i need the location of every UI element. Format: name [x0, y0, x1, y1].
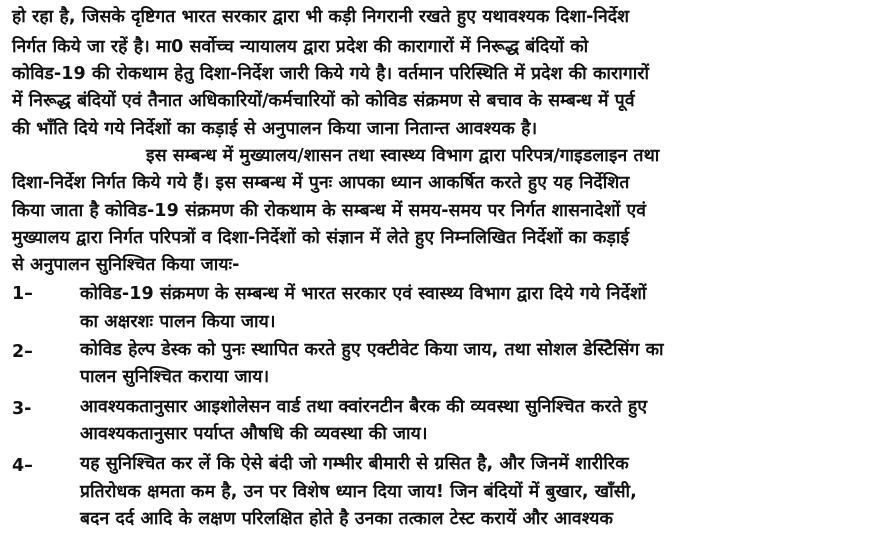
item-3-line-1: आवश्यकतानुसार आइशोलेसन वार्ड तथा क्वांरनटीन बैरक की व्यवस्था सुनिश्चित करते हुए: [80, 397, 648, 417]
para1-line-1: हो रहा है, जिसके दृष्टिगत भारत सरकार द्वारा भी कड़ी निगरानी रखते हुए यथावश्यक दिशा-निर्देश: [12, 7, 630, 27]
para2-line-3: किया जाता है कोविड-19 संक्रमण की रोकथाम के सम्बन्ध में समय-समय पर निर्गत शासनादेशों एवं: [12, 201, 647, 221]
para2-line-4: मुख्यालय द्वारा निर्गत परिपत्रों व दिशा-निर्देशों को संज्ञान में लेते हुए निम्नलिखित निर्देशों का कड़ाई: [12, 228, 630, 248]
para2-line-1: इस सम्बन्ध में मुख्यालय/शासन तथा स्वास्थ्य विभाग द्वारा परिपत्र/गाइडलाइन तथा: [146, 146, 660, 166]
item-1-line-2: का अक्षरशः पालन किया जाय।: [80, 312, 276, 332]
para1-line-2: निर्गत किये जा रहें है। मा0 सर्वोच्च न्यायालय द्वारा प्रदेश की कारागारों में निरूद्ध बंदियों को: [12, 37, 589, 57]
para1-line-4: में निरूद्ध बंदियों एवं तैनात अधिकारियों/कर्मचारियों को कोविड संक्रमण से बचाव के सम्बन्ध में पूर्व: [12, 91, 635, 111]
item-4-number: 4–: [12, 456, 33, 476]
para1-line-5: की भाँति दिये गये निर्देशों का कड़ाई से अनुपालन किया जाना नितान्त आवश्यक है।: [12, 119, 538, 139]
para2-line-2: दिशा-निर्देश निर्गत किये गये हैं। इस सम्बन्ध में पुनः आपका ध्यान आकर्षित करते हुए यह निर्देशित: [12, 173, 630, 193]
item-2-line-1: कोविड हेल्प डेस्क को पुनः स्थापित करते हुए एक्टीवेट किया जाय, तथा सोशल डेस्टिेसिंग का: [80, 340, 664, 360]
item-2-number: 2–: [12, 342, 33, 362]
item-4-line-1: यह सुनिश्चित कर लें कि ऐसे बंदी जो गम्भीर बीमारी से ग्रसित है, और जिनमें शारीरिक: [80, 454, 629, 474]
item-4-line-2: प्रतिरोधक क्षमता कम है, उन पर विशेष ध्यान दिया जाय! जिन बंदियों में बुखार, खाँसी,: [80, 482, 637, 502]
item-1-line-1: कोविड-19 संक्रमण के सम्बन्ध में भारत सरकार एवं स्वास्थ्य विभाग द्वारा दिये गये निर्देशों: [80, 284, 647, 304]
para2-line-5: से अनुपालन सुनिश्चित किया जायः-: [12, 255, 240, 275]
item-4-line-3: बदन दर्द आदि के लक्षण परिलक्षित होते है उनका तत्काल टेस्ट करायें और आवश्यक: [80, 509, 614, 529]
item-2-line-2: पालन सुनिश्चित कराया जाय।: [80, 367, 270, 387]
item-3-number: 3-: [12, 399, 32, 419]
item-1-number: 1–: [12, 284, 33, 304]
para1-line-3: कोविड-19 की रोकथाम हेतु दिशा-निर्देश जारी किये गये है। वर्तमान परिस्थिति में प्रदेश की कारागारों: [12, 64, 650, 84]
item-3-line-2: आवश्यकतानुसार पर्याप्त औषधि की व्यवस्था की जाय।: [80, 424, 428, 444]
